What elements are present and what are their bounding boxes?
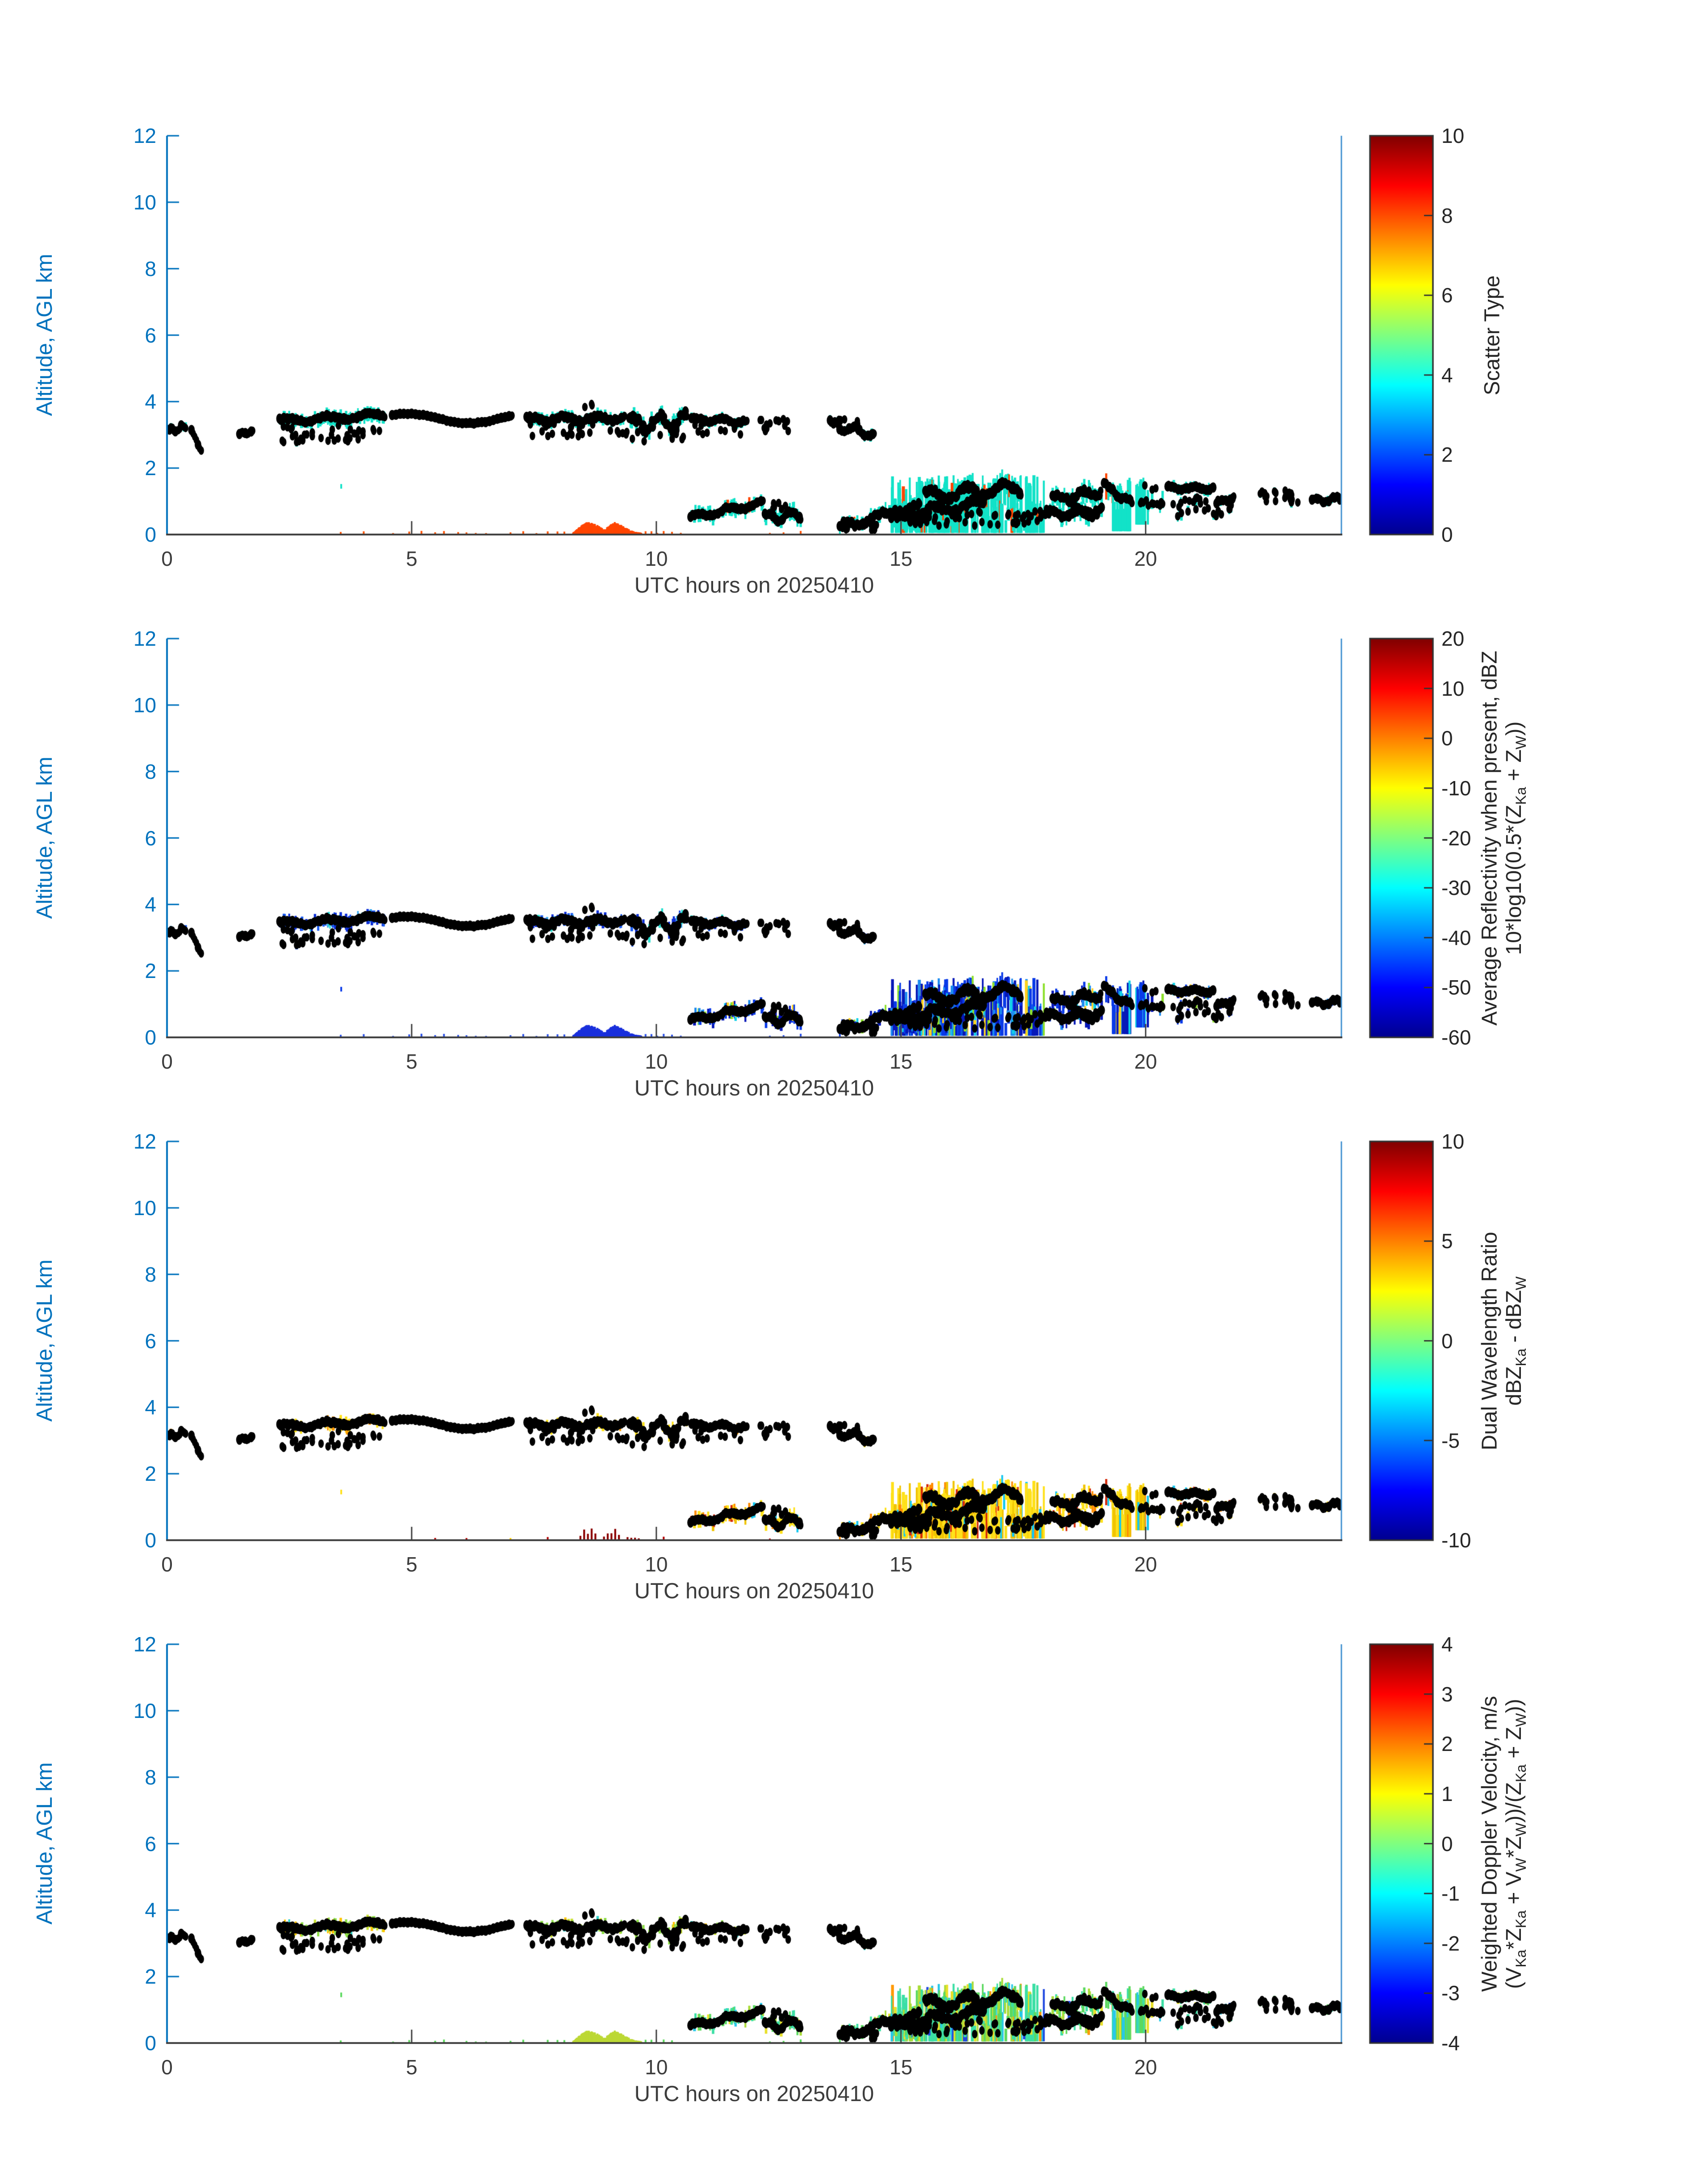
y-axis-label: Altitude, AGL km [33,756,57,919]
colorbar-tick-label: -50 [1441,976,1471,999]
y-tick-label: 8 [145,1262,156,1286]
y-tick-label: 8 [145,1765,156,1789]
y-tick-label: 10 [133,190,156,214]
colorbar-tick-label: 20 [1441,627,1465,650]
colorbar-tick-label: -1 [1441,1882,1460,1905]
y-tick-label: 10 [133,1196,156,1220]
colorbar-label-line: Average Reflectivity when present, dBZ [1478,650,1502,1026]
colorbar-label-line: Scatter Type [1480,275,1504,395]
colorbar-tick-label: 5 [1441,1229,1453,1253]
y-tick-label: 6 [145,1832,156,1855]
x-tick-label: 15 [889,547,913,570]
colorbar-tick-label: 8 [1441,204,1453,227]
x-tick-label: 0 [161,547,173,570]
colorbar-label-line: Dual Wavelength Ratio [1478,1231,1502,1450]
y-tick-label: 2 [145,1965,156,1989]
y-tick-label: 0 [145,523,156,546]
colorbar-tick-label: 2 [1441,443,1453,467]
colorbar-tick-label: 1 [1441,1782,1453,1805]
x-axis-label: UTC hours on 20250410 [634,1579,874,1603]
x-tick-label: 20 [1134,2056,1157,2079]
colorbar-label-line: $10*\log 10(0.5*(Z_{Ka} + Z_W))$ [1502,721,1529,955]
x-tick-label: 10 [645,1050,668,1073]
x-tick-label: 10 [645,1553,668,1576]
y-tick-label: 4 [145,1898,156,1922]
y-tick-label: 2 [145,1462,156,1486]
colorbar-tick-label: -2 [1441,1931,1460,1955]
y-tick-label: 0 [145,2031,156,2055]
x-tick-label: 5 [406,2056,418,2079]
y-tick-label: 12 [133,1633,156,1656]
colorbar-tick-label: 10 [1441,677,1465,700]
colorbar-tick-label: 0 [1441,1329,1453,1353]
x-axis-label: UTC hours on 20250410 [634,2082,874,2106]
x-tick-label: 20 [1134,547,1157,570]
colorbar-tick-label: 4 [1441,1633,1453,1656]
colorbar-tick-label: 0 [1441,1832,1453,1855]
y-tick-label: 6 [145,1329,156,1353]
x-tick-label: 15 [889,2056,913,2079]
colorbar-tick-label: 0 [1441,727,1453,750]
y-tick-label: 8 [145,760,156,783]
x-tick-label: 5 [406,1553,418,1576]
colorbar-tick-label: -40 [1441,926,1471,949]
y-axis-label: Altitude, AGL km [33,1762,57,1925]
y-tick-label: 4 [145,1396,156,1419]
y-tick-label: 12 [133,124,156,147]
colorbar-tick-label: -60 [1441,1026,1471,1049]
x-tick-label: 20 [1134,1050,1157,1073]
colorbar-tick-label: -10 [1441,1529,1471,1552]
colorbar-label-line: dBZ$_{Ka}$ - dBZ$_W$ [1502,1276,1529,1406]
x-tick-label: 10 [645,547,668,570]
colorbar-tick-label: -30 [1441,876,1471,900]
colorbar-tick-label: 6 [1441,284,1453,307]
y-tick-label: 4 [145,390,156,414]
y-tick-label: 6 [145,323,156,347]
y-tick-label: 0 [145,1026,156,1049]
colorbar-tick-label: 4 [1441,363,1453,387]
y-axis-label: Altitude, AGL km [33,254,57,416]
y-tick-label: 10 [133,693,156,717]
y-tick-label: 12 [133,1130,156,1153]
y-tick-label: 0 [145,1529,156,1552]
colorbar-tick-label: -3 [1441,1981,1460,2005]
y-tick-label: 8 [145,257,156,280]
x-axis-label: UTC hours on 20250410 [634,573,874,598]
colorbar-tick-label: -10 [1441,776,1471,800]
x-axis-label: UTC hours on 20250410 [634,1076,874,1100]
colorbar-tick-label: 2 [1441,1732,1453,1756]
x-tick-label: 15 [889,1553,913,1576]
colorbar-label-line: Weighted Doppler Velocity, m/s [1478,1696,1502,1992]
x-tick-label: 5 [406,547,418,570]
colorbar-tick-label: -4 [1441,2031,1460,2055]
x-tick-label: 0 [161,2056,173,2079]
colorbar-label-line: $(V_{Ka}*Z_{Ka} + V_W*Z_W))/(Z_{Ka} + Z_W)$) [1502,1698,1529,1989]
colorbar-tick-label: -20 [1441,826,1471,850]
x-tick-label: 0 [161,1553,173,1576]
y-tick-label: 4 [145,893,156,916]
y-tick-label: 2 [145,959,156,983]
x-tick-label: 20 [1134,1553,1157,1576]
colorbar-tick-label: 10 [1441,124,1465,147]
colorbar-tick-label: 10 [1441,1130,1465,1153]
y-axis-label: Altitude, AGL km [33,1259,57,1422]
colorbar-tick-label: -5 [1441,1429,1460,1452]
x-tick-label: 5 [406,1050,418,1073]
x-tick-label: 0 [161,1050,173,1073]
colorbar-tick-label: 0 [1441,523,1453,546]
y-tick-label: 12 [133,627,156,650]
y-tick-label: 6 [145,826,156,850]
y-tick-label: 10 [133,1699,156,1722]
x-tick-label: 15 [889,1050,913,1073]
y-tick-label: 2 [145,456,156,480]
colorbar-tick-label: 3 [1441,1682,1453,1706]
x-tick-label: 10 [645,2056,668,2079]
